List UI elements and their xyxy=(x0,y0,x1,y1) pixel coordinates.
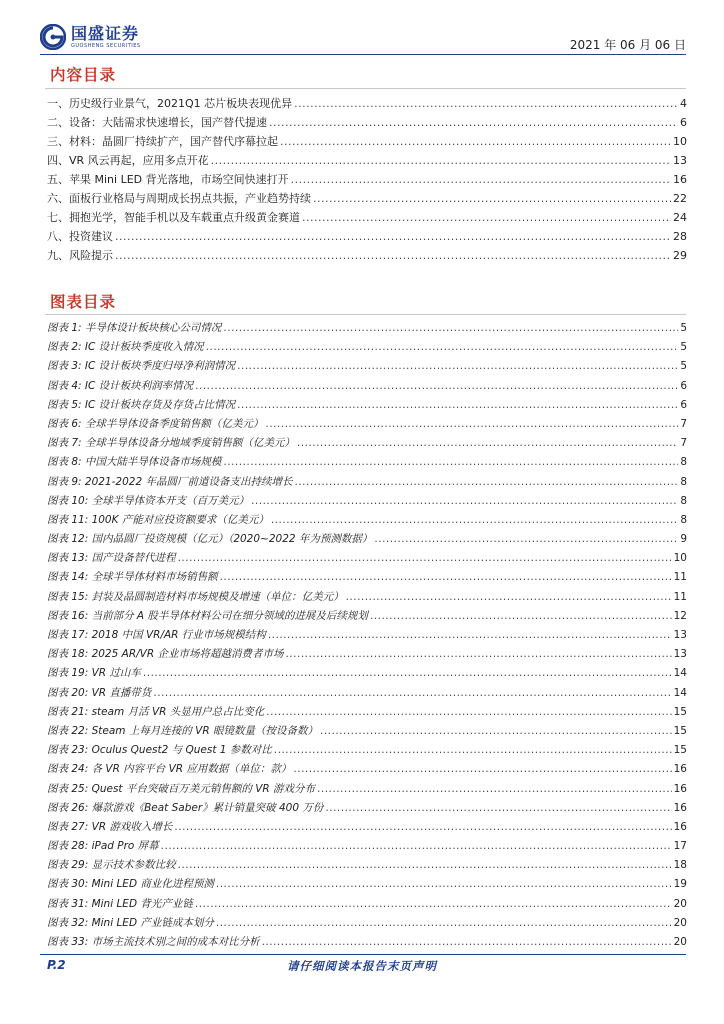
contents-list xyxy=(47,94,687,265)
figure-entry[interactable] xyxy=(47,837,687,856)
figure-entry-title: 图表 29: 显示技术参数比较 xyxy=(47,859,176,872)
figure-entry[interactable] xyxy=(47,741,687,760)
toc-entry[interactable] xyxy=(47,113,687,132)
leader-dots xyxy=(237,396,678,415)
figure-entry-title: 图表 20: VR 直播带货 xyxy=(47,686,152,699)
leader-dots xyxy=(206,338,679,357)
figure-entry[interactable] xyxy=(47,568,687,587)
figure-entry[interactable] xyxy=(47,492,687,511)
figure-entry[interactable] xyxy=(47,626,687,645)
page-header xyxy=(0,0,724,60)
figure-entry-title: 图表 33: 市场主流技术别之间的成本对比分析 xyxy=(47,936,260,948)
figure-entry[interactable] xyxy=(47,818,687,837)
toc-entry-title: 一、历史级行业景气，2021Q1 芯片板块表现优异 xyxy=(47,97,293,110)
leader-dots xyxy=(302,208,671,227)
figure-entry-title: 图表 25: Quest 平台突破百万美元销售额的 VR 游戏分布 xyxy=(47,782,316,795)
leader-dots xyxy=(223,453,678,472)
leader-dots xyxy=(262,933,672,952)
toc-entry[interactable] xyxy=(47,227,687,246)
header-divider xyxy=(40,54,686,55)
toc-entry-page: 10 xyxy=(673,135,687,148)
figure-entry[interactable] xyxy=(47,895,687,914)
figure-entry-page: 8 xyxy=(680,494,687,507)
figure-entry-title: 图表 11: 100K 产能对应投资额要求（亿美元） xyxy=(47,513,269,526)
leader-dots xyxy=(216,914,672,933)
toc-entry-page: 4 xyxy=(680,97,687,110)
toc-entry-title: 七、拥抱光学，智能手机以及车载重点升级黄金赛道 xyxy=(47,211,300,224)
figure-entry-page: 15 xyxy=(673,705,687,718)
figure-entry[interactable] xyxy=(47,856,687,875)
leader-dots xyxy=(285,645,671,664)
figure-entry-title: 图表 7: 全球半导体设备分地域季度销售额（亿美元） xyxy=(47,437,295,450)
figure-entry-title: 图表 31: Mini LED 背光产业链 xyxy=(47,897,193,910)
figure-entry-page: 5 xyxy=(680,322,687,334)
figure-entry-page: 7 xyxy=(680,417,687,430)
toc-entry-page: 24 xyxy=(673,211,687,224)
footer-divider xyxy=(40,954,686,955)
disclaimer-text: 请仔细阅读本报告末页声明 xyxy=(287,959,437,973)
figure-entry-page: 17 xyxy=(673,840,687,853)
toc-entry-page: 16 xyxy=(673,173,687,186)
figure-entry[interactable] xyxy=(47,799,687,818)
leader-dots xyxy=(293,760,671,779)
leader-dots xyxy=(216,875,672,894)
figure-entry[interactable] xyxy=(47,933,687,952)
figure-entry-page: 11 xyxy=(673,590,687,603)
leader-dots xyxy=(220,568,672,587)
figure-entry[interactable] xyxy=(47,357,687,376)
leader-dots xyxy=(346,588,672,607)
figure-entry[interactable] xyxy=(47,473,687,492)
toc-entry[interactable] xyxy=(47,151,687,170)
toc-entry-page: 13 xyxy=(673,154,687,167)
leader-dots xyxy=(268,626,672,645)
figure-entry-title: 图表 24: 各 VR 内容平台 VR 应用数据（单位：款） xyxy=(47,763,292,776)
leader-dots xyxy=(320,722,672,741)
figure-entry-page: 13 xyxy=(673,629,687,641)
leader-dots xyxy=(143,664,672,683)
figure-entry-title: 图表 26: 爆款游戏《Beat Saber》累计销量突破 400 万份 xyxy=(47,801,324,814)
figure-entry[interactable] xyxy=(47,319,687,338)
figure-entry-title: 图表 17: 2018 中国 VR/AR 行业市场规模结构 xyxy=(47,629,266,641)
figure-entry-page: 9 xyxy=(680,533,687,546)
toc-entry[interactable] xyxy=(47,208,687,227)
figure-entry-page: 13 xyxy=(673,648,687,661)
figure-entry-page: 15 xyxy=(673,724,687,737)
figure-entry-page: 10 xyxy=(673,552,687,565)
figures-title: 图表目录 xyxy=(50,293,117,311)
figure-entry[interactable] xyxy=(47,722,687,741)
figure-entry-page: 16 xyxy=(673,801,687,814)
figure-entry[interactable] xyxy=(47,434,687,453)
figure-entry-page: 7 xyxy=(680,437,687,450)
figure-entry-page: 20 xyxy=(673,936,687,948)
figure-entry[interactable] xyxy=(47,338,687,357)
figure-entry-title: 图表 2: IC 设计板块季度收入情况 xyxy=(47,341,204,354)
leader-dots xyxy=(294,473,678,492)
figure-entry-title: 图表 32: Mini LED 产业链成本划分 xyxy=(47,916,214,929)
toc-entry-title: 三、材料：晶圆厂持续扩产，国产替代序幕拉起 xyxy=(47,135,278,148)
figure-entry[interactable] xyxy=(47,875,687,894)
leader-dots xyxy=(153,684,671,703)
figure-entry-page: 20 xyxy=(673,897,687,910)
toc-entry-page: 29 xyxy=(673,249,687,262)
leader-dots xyxy=(223,319,678,338)
leader-dots xyxy=(251,492,678,511)
figure-entry-title: 图表 3: IC 设计板块季度归母净利润情况 xyxy=(47,360,236,373)
company-logo xyxy=(40,24,141,50)
figure-entry-title: 图表 12: 国内晶圆厂投资规模（亿元）（2020~2022 年为预测数据） xyxy=(47,533,373,546)
leader-dots xyxy=(291,170,671,189)
leader-dots xyxy=(174,818,671,837)
company-name-cn: 国盛证券 xyxy=(71,23,140,43)
figure-entry-title: 图表 4: IC 设计板块利润率情况 xyxy=(47,379,194,392)
figure-entry-page: 12 xyxy=(673,609,687,622)
toc-entry[interactable] xyxy=(47,189,687,208)
toc-entry[interactable] xyxy=(47,94,687,113)
figure-entry[interactable] xyxy=(47,780,687,799)
figure-entry-page: 16 xyxy=(673,763,687,776)
leader-dots xyxy=(370,607,672,626)
toc-entry-title: 九、风险提示 xyxy=(47,249,113,262)
leader-dots xyxy=(115,246,671,265)
figure-entry[interactable] xyxy=(47,607,687,626)
figure-entry[interactable] xyxy=(47,645,687,664)
figure-entry[interactable] xyxy=(47,549,687,568)
leader-dots xyxy=(115,227,671,246)
figure-entry-title: 图表 15: 封装及晶圆制造材料市场规模及增速（单位：亿美元） xyxy=(47,590,344,603)
figure-entry-page: 8 xyxy=(680,475,687,488)
figure-entry[interactable] xyxy=(47,914,687,933)
leader-dots xyxy=(269,113,678,132)
figure-entry-page: 6 xyxy=(680,379,687,392)
toc-entry-title: 六、面板行业格局与周期成长拐点共振，产业趋势持续 xyxy=(47,192,311,205)
figure-entry[interactable] xyxy=(47,377,687,396)
leader-dots xyxy=(211,151,671,170)
figure-entry[interactable] xyxy=(47,453,687,472)
leader-dots xyxy=(195,895,672,914)
leader-dots xyxy=(313,189,671,208)
leader-dots xyxy=(374,530,678,549)
figure-entry-title: 图表 28: iPad Pro 屏幕 xyxy=(47,840,159,853)
leader-dots xyxy=(265,415,678,434)
figure-entry-page: 16 xyxy=(673,782,687,795)
toc-entry-title: 四、VR 风云再起，应用多点开花 xyxy=(47,154,209,167)
figure-entry-title: 图表 18: 2025 AR/VR 企业市场将超越消费者市场 xyxy=(47,648,284,661)
figure-entry[interactable] xyxy=(47,703,687,722)
figure-entry-page: 16 xyxy=(673,820,687,833)
toc-entry-page: 22 xyxy=(673,192,687,205)
figure-entry-title: 图表 13: 国产设备替代进程 xyxy=(47,552,176,565)
leader-dots xyxy=(297,434,678,453)
leader-dots xyxy=(317,780,672,799)
toc-entry-title: 二、设备：大陆需求快速增长，国产替代提速 xyxy=(47,116,267,129)
toc-entry[interactable] xyxy=(47,132,687,151)
figure-entry[interactable] xyxy=(47,530,687,549)
figures-list xyxy=(47,319,687,952)
figure-entry[interactable] xyxy=(47,760,687,779)
leader-dots xyxy=(294,94,678,113)
leader-dots xyxy=(266,703,671,722)
figures-divider xyxy=(45,314,686,315)
toc-entry[interactable] xyxy=(47,170,687,189)
figure-entry[interactable] xyxy=(47,684,687,703)
figure-entry-page: 18 xyxy=(673,859,687,872)
leader-dots xyxy=(178,856,672,875)
figure-entry-title: 图表 23: Oculus Quest2 与 Quest 1 参数对比 xyxy=(47,744,272,757)
figure-entry-title: 图表 6: 全球半导体设备季度销售额（亿美元） xyxy=(47,417,264,430)
leader-dots xyxy=(237,357,678,376)
figure-entry-title: 图表 30: Mini LED 商业化进程预测 xyxy=(47,878,214,891)
leader-dots xyxy=(325,799,671,818)
company-name-en: GUOSHENG SECURITIES xyxy=(71,42,141,49)
figure-entry[interactable] xyxy=(47,511,687,530)
toc-entry-title: 八、投资建议 xyxy=(47,230,113,243)
leader-dots xyxy=(280,132,671,151)
figure-entry-page: 14 xyxy=(673,667,687,680)
figure-entry[interactable] xyxy=(47,664,687,683)
toc-entry-page: 6 xyxy=(680,116,687,129)
figure-entry-page: 14 xyxy=(673,686,687,699)
figure-entry-page: 6 xyxy=(680,398,687,411)
company-logo-icon xyxy=(40,24,66,50)
figure-entry-title: 图表 8: 中国大陆半导体设备市场规模 xyxy=(47,456,222,469)
figure-entry-title: 图表 14: 全球半导体材料市场销售额 xyxy=(47,571,218,584)
toc-entry-page: 28 xyxy=(673,230,687,243)
figure-entry-page: 8 xyxy=(680,513,687,526)
figure-entry-title: 图表 21: steam 月活 VR 头显用户总占比变化 xyxy=(47,705,265,718)
leader-dots xyxy=(274,741,672,760)
figure-entry-page: 5 xyxy=(680,360,687,373)
leader-dots xyxy=(195,377,678,396)
figure-entry-page: 8 xyxy=(680,456,687,469)
figure-entry-title: 图表 19: VR 过山车 xyxy=(47,667,141,680)
toc-entry[interactable] xyxy=(47,246,687,265)
figure-entry-page: 19 xyxy=(673,878,687,891)
figure-entry[interactable] xyxy=(47,396,687,415)
figure-entry-title: 图表 16: 当前部分 A 股半导体材料公司在细分领域的进展及后续规划 xyxy=(47,609,368,622)
figure-entry[interactable] xyxy=(47,588,687,607)
figure-entry-title: 图表 27: VR 游戏收入增长 xyxy=(47,820,173,833)
figure-entry[interactable] xyxy=(47,415,687,434)
figure-entry-title: 图表 1: 半导体设计板块核心公司情况 xyxy=(47,322,222,334)
figure-entry-title: 图表 5: IC 设计板块存货及存货占比情况 xyxy=(47,398,236,411)
figure-entry-page: 20 xyxy=(673,916,687,929)
page-number: P.2 xyxy=(47,958,66,972)
leader-dots xyxy=(178,549,672,568)
figure-entry-page: 11 xyxy=(673,571,687,584)
report-date: 2021 年 06 月 06 日 xyxy=(569,38,686,52)
figure-entry-page: 5 xyxy=(680,341,687,354)
contents-title: 内容目录 xyxy=(50,66,117,84)
figure-entry-title: 图表 9: 2021-2022 年晶圆厂前道设备支出持续增长 xyxy=(47,475,293,488)
contents-divider xyxy=(45,88,686,89)
figure-entry-title: 图表 22: Steam 上每月连接的 VR 眼镜数量（按设备数） xyxy=(47,724,318,737)
figure-entry-page: 15 xyxy=(673,744,687,757)
figure-entry-title: 图表 10: 全球半导体资本开支（百万美元） xyxy=(47,494,250,507)
leader-dots xyxy=(161,837,672,856)
leader-dots xyxy=(271,511,678,530)
toc-entry-title: 五、苹果 Mini LED 背光落地，市场空间快速打开 xyxy=(47,173,289,186)
